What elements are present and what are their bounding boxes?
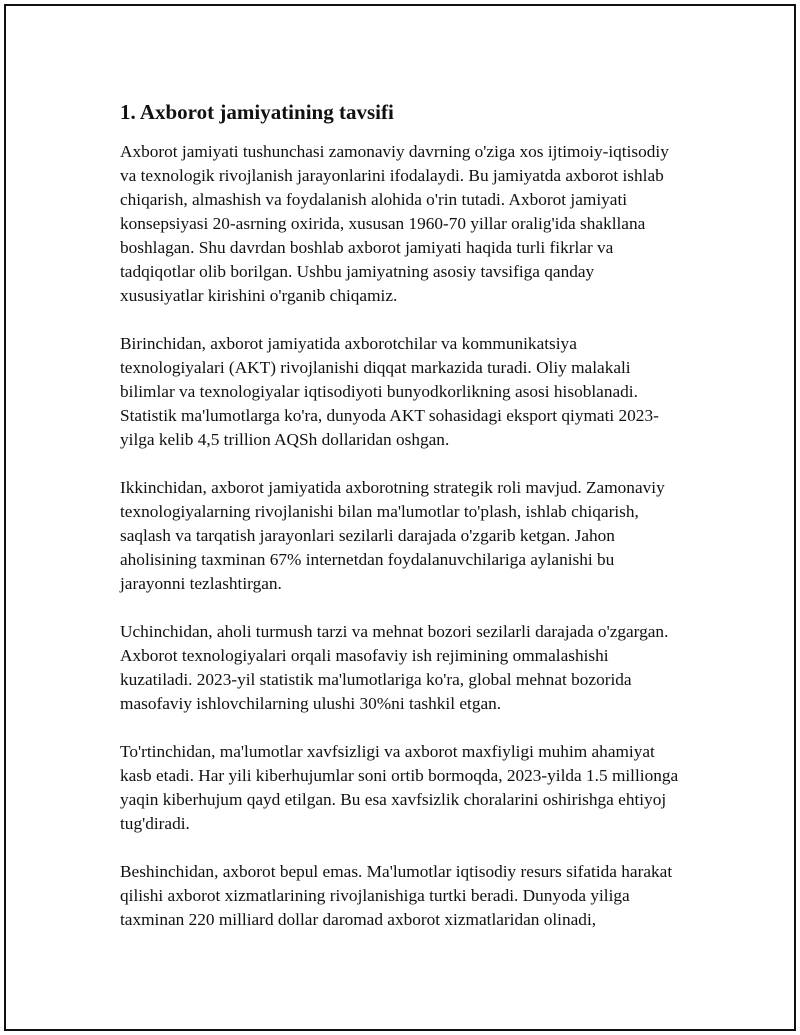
- paragraph-intro: Axborot jamiyati tushunchasi zamonaviy davrning o'ziga xos ijtimoiy-iqtisodiy va texnologik rivojlanish jarayonlarini ifodalaydi. Bu jamiyatda axborot ishlab chiqarish, almashish va foydalanish alohida o'rin tutadi. Axborot jamiyati konsepsiyasi 20-asrning oxirida, xususan 1960-70 yillar oralig'ida shakllana boshlagan. Shu davrdan boshlab axborot jamiyati haqida turli fikrlar va tadqiqotlar olib borilgan. Ushbu jamiyatning asosiy tavsifiga qanday xususiyatlar kirishini o'rganib chiqamiz.: [120, 142, 669, 305]
- document-body: [120, 98, 682, 956]
- paragraph-fifth: Beshinchidan, axborot bepul emas. Ma'lumotlar iqtisodiy resurs sifatida harakat qilishi axborot xizmatlarining rivojlanishiga turtki beradi. Dunyoda yiliga taxminan 220 milliard dollar daromad axborot xizmatlaridan olinadi,: [120, 862, 673, 929]
- page-frame: [4, 4, 796, 1031]
- paragraph-first: Birinchidan, axborot jamiyatida axborotchilar va kommunikatsiya texnologiyalari (AKT) rivojlanishi diqqat markazida turadi. Oliy malakali bilimlar va texnologiyalar iqtisodiyoti bunyodkorlikning asosi hisoblanadi. Statistik ma'lumotlarga ko'ra, dunyoda AKT sohasidagi eksport qiymati 2023-yilga kelib 4,5 trillion AQSh dollaridan oshgan.: [120, 334, 659, 449]
- section-heading: 1. Axborot jamiyatining tavsifi: [120, 100, 394, 124]
- paragraph-third: Uchinchidan, aholi turmush tarzi va mehnat bozori sezilarli darajada o'zgargan. Axborot texnologiyalari orqali masofaviy ish rejimining ommalashishi kuzatiladi. 2023-yil statistik ma'lumotlariga ko'ra, global mehnat bozorida masofaviy ishlovchilarning ulushi 30%ni tashkil etgan.: [120, 622, 669, 713]
- paragraph-fourth: To'rtinchidan, ma'lumotlar xavfsizligi va axborot maxfiyligi muhim ahamiyat kasb etadi. Har yili kiberhujumlar soni ortib bormoqda, 2023-yilda 1.5 millionga yaqin kiberhujum qayd etilgan. Bu esa xavfsizlik choralarini oshirishga ehtiyoj tug'diradi.: [120, 742, 679, 833]
- paragraph-second: Ikkinchidan, axborot jamiyatida axborotning strategik roli mavjud. Zamonaviy texnologiyalarning rivojlanishi bilan ma'lumotlar to'plash, ishlab chiqarish, saqlash va tarqatish jarayonlari sezilarli darajada o'zgarib ketgan. Jahon aholisining taxminan 67% internetdan foydalanuvchilariga aylanishi bu jarayonni tezlashtirgan.: [120, 478, 665, 593]
